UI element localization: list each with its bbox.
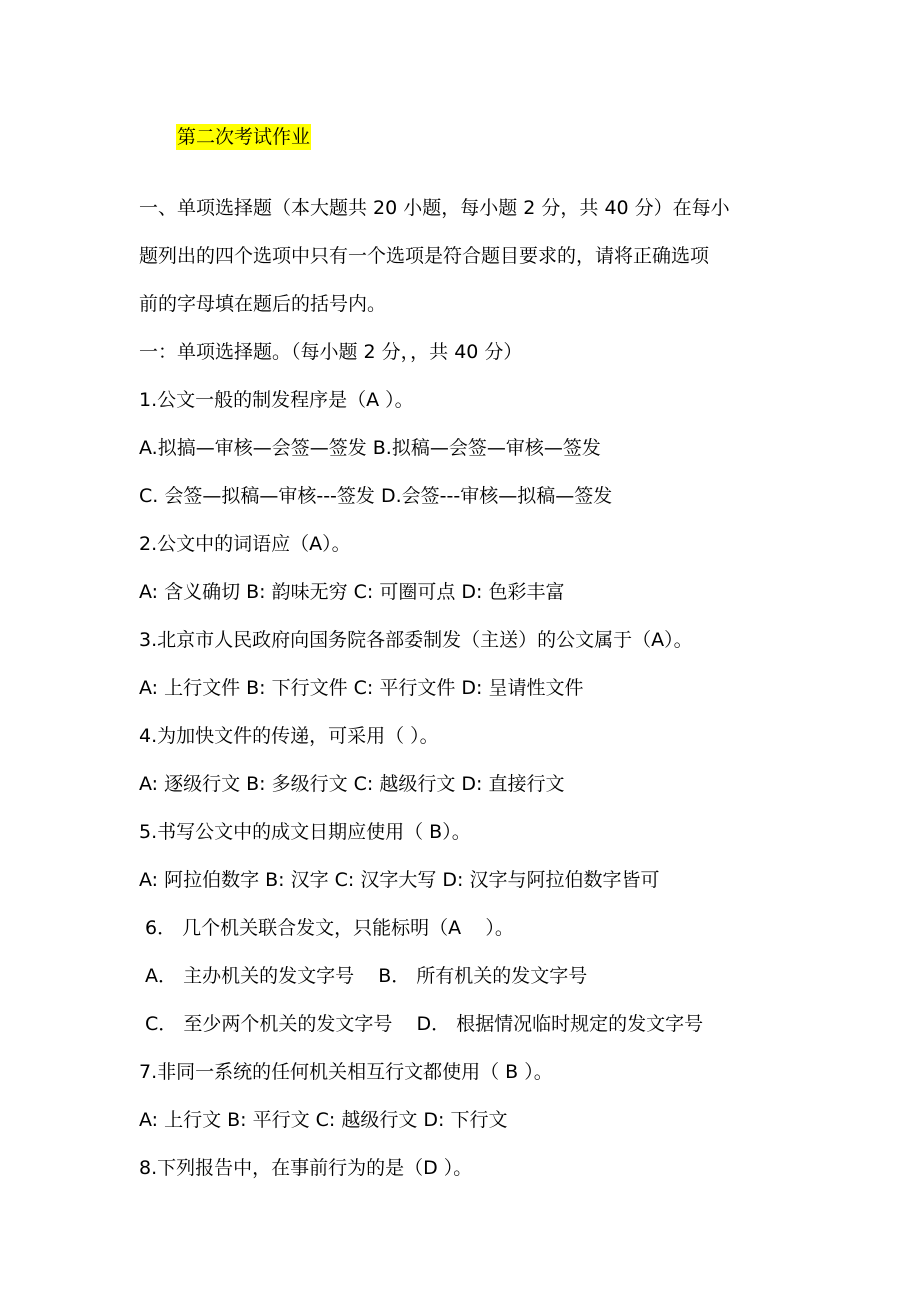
question-7-options: A: 上行文 B: 平行文 C: 越级行文 D: 下行文 [139,1109,508,1131]
question-1-options-cd: C. 会签—拟稿—审核---签发 D.会签---审核—拟稿—签发 [139,485,613,507]
section-heading: 一：单项选择题。（每小题 2 分，，共 40 分） [139,341,523,363]
question-2: 2.公文中的词语应（A）。 [139,533,351,555]
question-6-options-ab: A． 主办机关的发文字号 B． 所有机关的发文字号 [139,965,588,987]
question-1: 1.公文一般的制发程序是（A ）。 [139,389,414,411]
question-8: 8.下列报告中，在事前行为的是（D ）。 [139,1157,473,1179]
intro-line: 前的字母填在题后的括号内。 [139,293,387,315]
question-3-options: A: 上行文件 B: 下行文件 C: 平行文件 D: 呈请性文件 [139,677,584,699]
question-5: 5.书写公文中的成文日期应使用（ B）。 [139,821,471,843]
question-2-options: A: 含义确切 B: 韵味无穷 C: 可圈可点 D: 色彩丰富 [139,581,565,603]
intro-line: 题列出的四个选项中只有一个选项是符合题目要求的，请将正确选项 [139,245,710,267]
intro-line: 一、单项选择题（本大题共 20 小题，每小题 2 分，共 40 分）在每小 [139,197,730,219]
title-block [176,120,311,154]
question-4-options: A: 逐级行文 B: 多级行文 C: 越级行文 D: 直接行文 [139,773,565,795]
question-4: 4.为加快文件的传递，可采用（ ）。 [139,725,439,747]
question-1-options-ab: A.拟搞—审核—会签—签发 B.拟稿—会签—审核—签发 [139,437,601,459]
question-7: 7.非同一系统的任何机关相互行文都使用（ B ）。 [139,1061,553,1083]
question-6-options-cd: C． 至少两个机关的发文字号 D． 根据情况临时规定的发文字号 [139,1013,704,1035]
question-3: 3.北京市人民政府向国务院各部委制发（主送）的公文属于（A）。 [139,629,693,651]
question-5-options: A: 阿拉伯数字 B: 汉字 C: 汉字大写 D: 汉字与阿拉伯数字皆可 [139,869,660,891]
document-title: 第二次考试作业 [177,126,311,148]
question-6: 6． 几个机关联合发文，只能标明（A ）。 [139,917,514,939]
